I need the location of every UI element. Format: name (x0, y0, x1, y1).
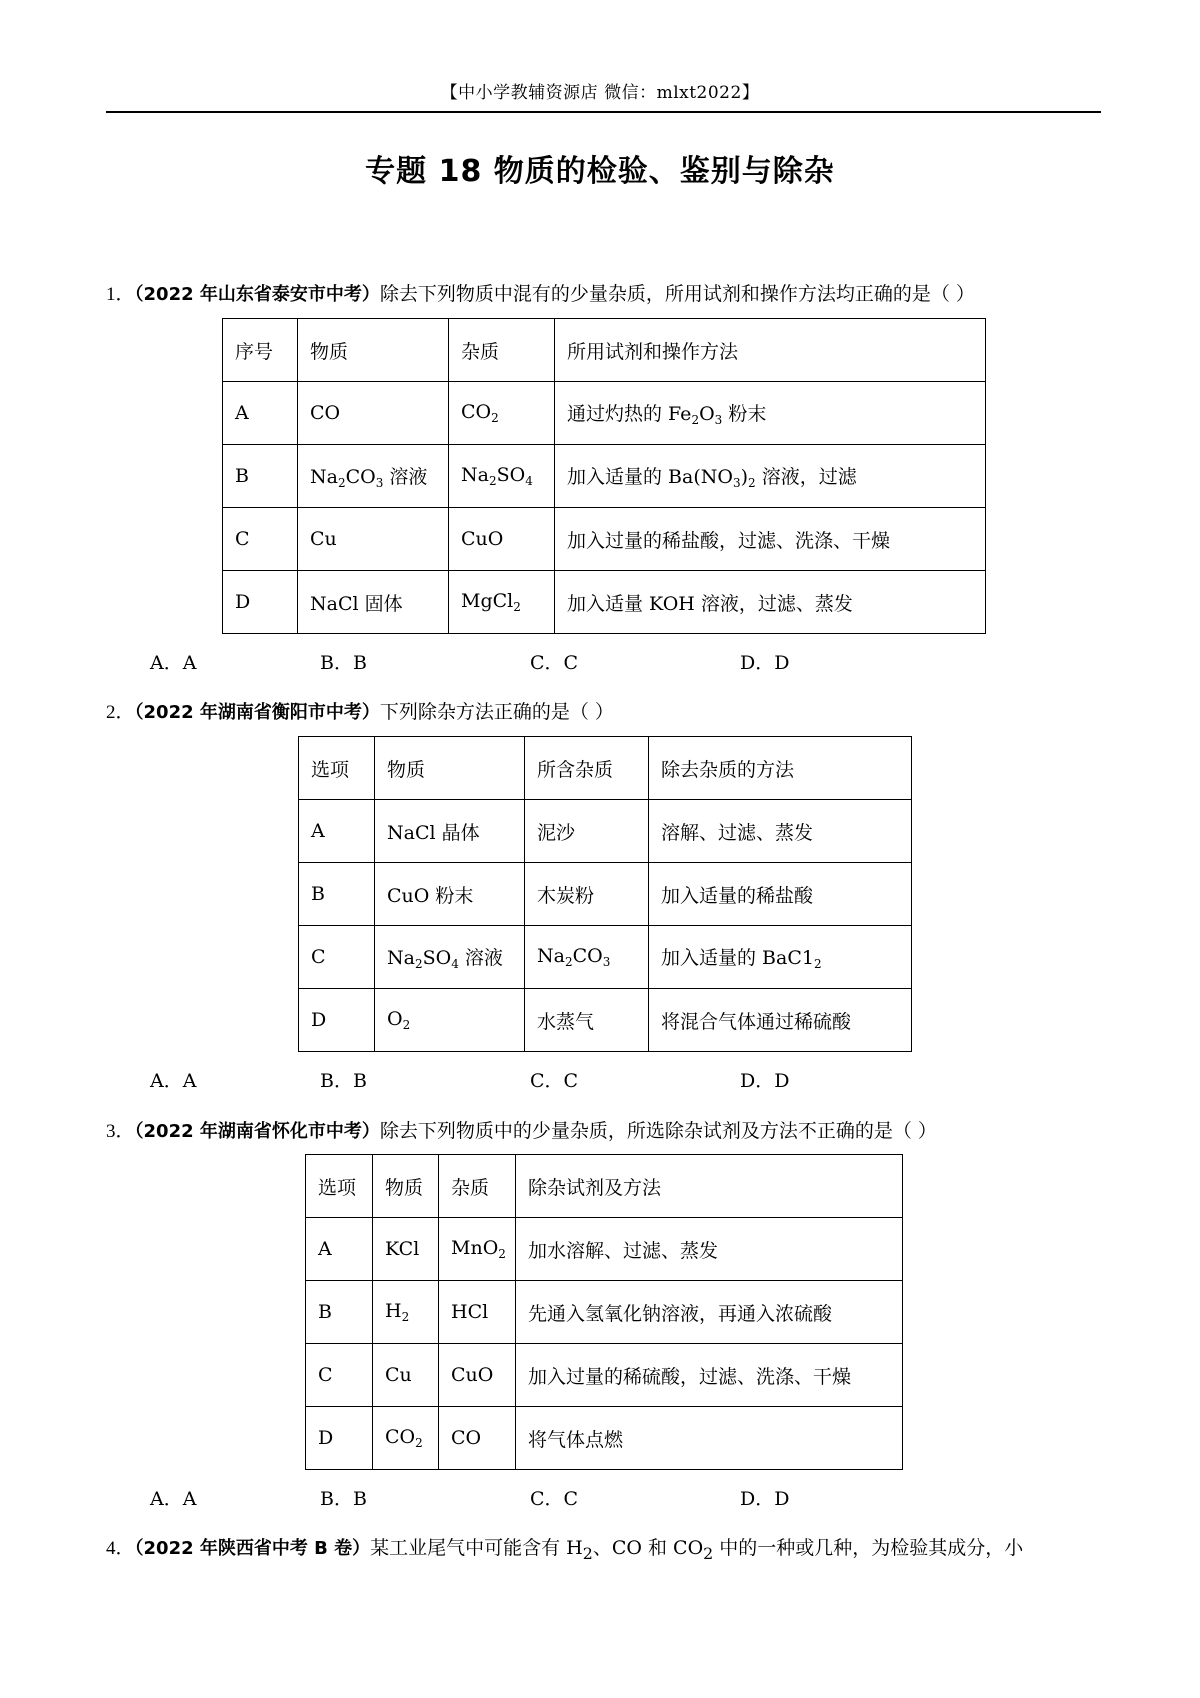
table-cell: $Na_2CO_3$ 溶液 (298, 445, 449, 508)
table-header-cell: 物质 (375, 737, 525, 800)
answer-option: A．A (150, 1070, 197, 1092)
table-cell: 泥沙 (525, 800, 649, 863)
question-2 (106, 698, 614, 727)
table-cell: C (299, 926, 375, 989)
table-row (306, 1407, 903, 1470)
table-row (306, 1218, 903, 1281)
answer-option: D．D (740, 652, 790, 674)
page-title: 专题 18 物质的检验、鉴别与除杂 (365, 154, 835, 189)
table-cell: NaCl 晶体 (375, 800, 525, 863)
table-cell: HCl (439, 1281, 516, 1344)
question-stem: 除去下列物质中的少量杂质，所选除杂试剂及方法不正确的是（ ） (379, 1120, 937, 1142)
table-header-cell: 物质 (373, 1155, 439, 1218)
table-header-cell: 序号 (223, 319, 298, 382)
answer-option: D．D (740, 1488, 790, 1510)
table-row (223, 571, 986, 634)
table-cell: 加入适量 KOH 溶液，过滤、蒸发 (555, 571, 986, 634)
table-row (223, 508, 986, 571)
table-row (299, 800, 912, 863)
table-cell: B (223, 445, 298, 508)
table-cell: CuO (449, 508, 555, 571)
table-cell: $H_2$ (373, 1281, 439, 1344)
table-cell: B (299, 863, 375, 926)
table-cell: $Na_2SO_4$ (449, 445, 555, 508)
question-stem: 某工业尾气中可能含有 $H_2$、CO 和 $CO_2$ 中的一种或几种，为检验其成分，小 (370, 1537, 1024, 1563)
table-header-cell: 所含杂质 (525, 737, 649, 800)
table-header-cell: 杂质 (439, 1155, 516, 1218)
answer-option: C．C (530, 652, 579, 674)
question-3-table (305, 1154, 903, 1470)
answer-option: B．B (320, 652, 367, 674)
table-cell: A (299, 800, 375, 863)
table-cell: 加入过量的稀盐酸，过滤、洗涤、干燥 (555, 508, 986, 571)
table-cell: $CO_2$ (449, 382, 555, 445)
table-row (223, 445, 986, 508)
table-header-cell: 所用试剂和操作方法 (555, 319, 986, 382)
table-cell: NaCl 固体 (298, 571, 449, 634)
table-cell: $O_2$ (375, 989, 525, 1052)
table-cell: $Na_2CO_3$ (525, 926, 649, 989)
answer-option: A．A (150, 652, 197, 674)
table-row (299, 863, 912, 926)
table-cell: 先通入氢氧化钠溶液，再通入浓硫酸 (516, 1281, 903, 1344)
question-stem: 下列除杂方法正确的是（ ） (379, 701, 614, 723)
table-cell: 加入适量的稀盐酸 (649, 863, 912, 926)
table-cell: 将混合气体通过稀硫酸 (649, 989, 912, 1052)
table-cell: 加入过量的稀硫酸，过滤、洗涤、干燥 (516, 1344, 903, 1407)
answer-option: A．A (150, 1488, 197, 1510)
table-header-cell: 除去杂质的方法 (649, 737, 912, 800)
table-cell: Cu (373, 1344, 439, 1407)
table-row (299, 926, 912, 989)
table-row (299, 989, 912, 1052)
table-cell: CO (298, 382, 449, 445)
table-cell: KCl (373, 1218, 439, 1281)
table-header-cell: 杂质 (449, 319, 555, 382)
table-cell: C (223, 508, 298, 571)
table-header-row (306, 1155, 903, 1218)
question-source: （2022 年陕西省中考 B 卷） (134, 1538, 371, 1559)
table-cell: 加入适量的 $Ba(NO_3)_2$ 溶液，过滤 (555, 445, 986, 508)
table-cell: A (223, 382, 298, 445)
table-cell: 加入适量的 $BaC1_2$ (649, 926, 912, 989)
header-divider (106, 111, 1101, 113)
table-cell: 通过灼热的 $Fe_2O_3$ 粉末 (555, 382, 986, 445)
table-cell: CuO (439, 1344, 516, 1407)
question-4 (106, 1534, 1023, 1568)
answer-option: B．B (320, 1070, 367, 1092)
table-header-cell: 物质 (298, 319, 449, 382)
table-cell: MnO$_2$ (439, 1218, 516, 1281)
table-header-cell: 选项 (299, 737, 375, 800)
page-header: 【中小学教辅资源店 微信：mlxt2022】 (440, 83, 760, 103)
table-cell: 加水溶解、过滤、蒸发 (516, 1218, 903, 1281)
table-cell: 溶解、过滤、蒸发 (649, 800, 912, 863)
table-row (306, 1281, 903, 1344)
table-cell: A (306, 1218, 373, 1281)
table-cell: B (306, 1281, 373, 1344)
table-cell: 将气体点燃 (516, 1407, 903, 1470)
table-cell: $CO_2$ (373, 1407, 439, 1470)
question-3 (106, 1117, 937, 1146)
question-number: 1． (106, 284, 135, 305)
answer-option: D．D (740, 1070, 790, 1092)
table-cell: D (306, 1407, 373, 1470)
answer-option: B．B (320, 1488, 367, 1510)
question-number: 4． (106, 1538, 135, 1559)
table-row (223, 382, 986, 445)
table-header-row (223, 319, 986, 382)
answer-option: C．C (530, 1070, 579, 1092)
table-cell: MgCl$_2$ (449, 571, 555, 634)
question-number: 3． (106, 1121, 135, 1142)
question-stem: 除去下列物质中混有的少量杂质，所用试剂和操作方法均正确的是（ ） (379, 283, 975, 305)
question-1-table (222, 318, 986, 634)
table-header-cell: 除杂试剂及方法 (516, 1155, 903, 1218)
question-source: （2022 年湖南省怀化市中考） (134, 1121, 380, 1142)
table-cell: 水蒸气 (525, 989, 649, 1052)
table-cell: D (223, 571, 298, 634)
answer-option: C．C (530, 1488, 579, 1510)
table-cell: 木炭粉 (525, 863, 649, 926)
table-cell: C (306, 1344, 373, 1407)
table-cell: D (299, 989, 375, 1052)
question-2-table (298, 736, 912, 1052)
table-header-cell: 选项 (306, 1155, 373, 1218)
question-source: （2022 年山东省泰安市中考） (134, 284, 380, 305)
table-cell: CuO 粉末 (375, 863, 525, 926)
table-cell: Cu (298, 508, 449, 571)
table-cell: $Na_2SO_4$ 溶液 (375, 926, 525, 989)
table-cell: CO (439, 1407, 516, 1470)
table-header-row (299, 737, 912, 800)
question-1 (106, 280, 975, 309)
question-source: （2022 年湖南省衡阳市中考） (134, 702, 380, 723)
table-row (306, 1344, 903, 1407)
question-number: 2． (106, 702, 135, 723)
